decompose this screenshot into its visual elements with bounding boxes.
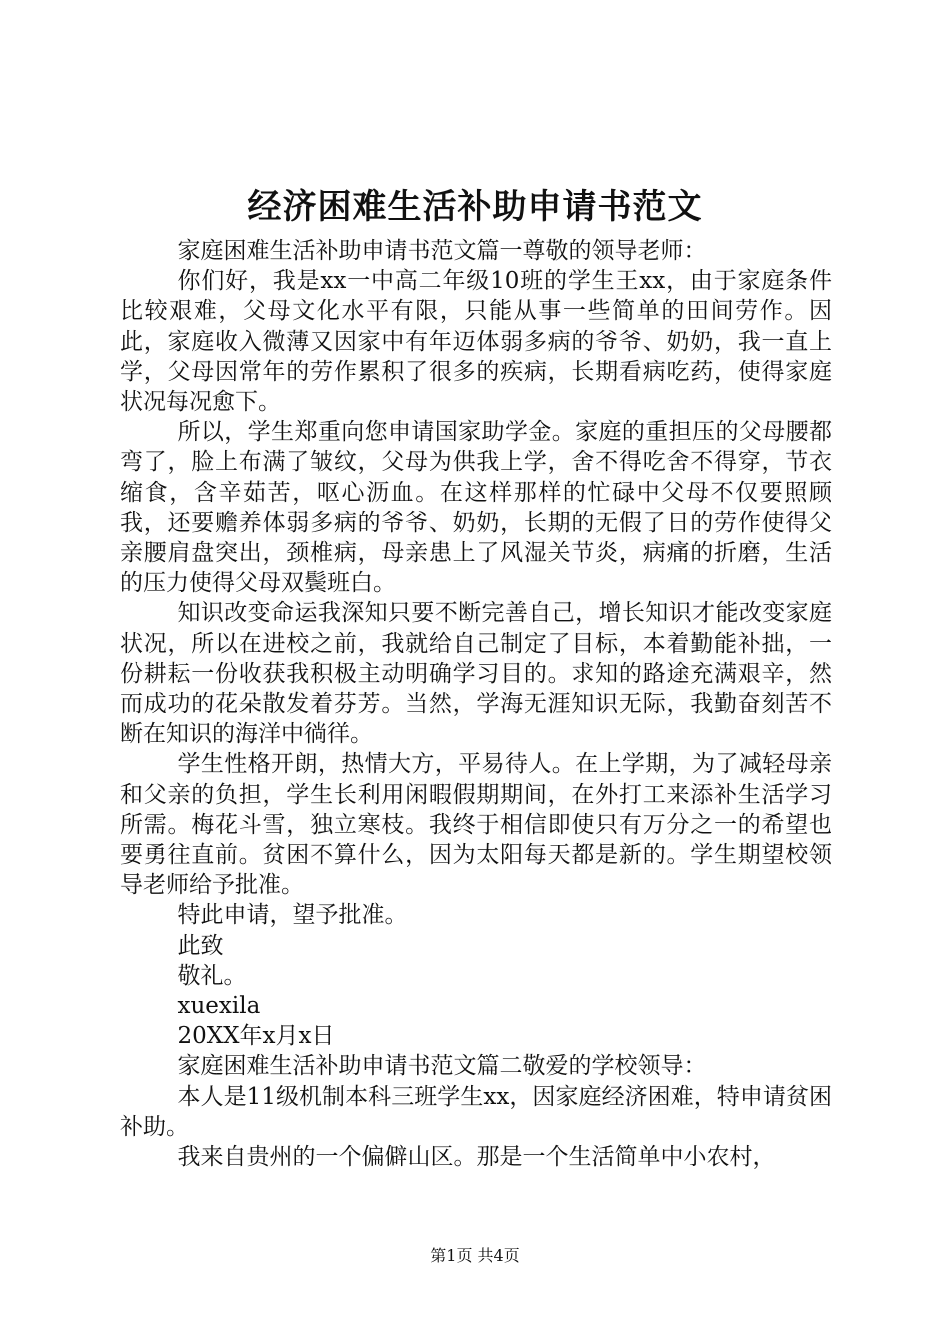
paragraph-letter2-origin: 我来自贵州的一个偏僻山区。那是一个生活简单中小农村， xyxy=(177,1144,776,1171)
paragraph-character: 学生性格开朗，热情大方，平易待人。在上学期，为了减轻母亲和父亲的负担，学生长利用闲暇假期期间，在外打工来添补生活学习所需。梅花斗雪，独立寒枝。我终于相信即使只有万分之一的希望也要勇往直前。贫困不算什么，因为太阳每天都是新的。学生期望校领导老师给予批准。 xyxy=(120,751,832,899)
paragraph-signature: xuexila xyxy=(177,993,261,1020)
paragraph-greeting: 你们好，我是xx一中高二年级10班的学生王xx，由于家庭条件比较艰难，父母文化水平有限，只能从事一些简单的田间劳作。因此，家庭收入微薄又因家中有年迈体弱多病的爷爷、奶奶，我一直上学，父母因常年的劳作累积了很多的疾病，长期看病吃药，使得家庭状况每况愈下。 xyxy=(120,268,832,416)
page-footer: 第1页 共4页 xyxy=(430,1246,520,1265)
paragraph-date: 20XX年x月x日 xyxy=(177,1023,335,1050)
paragraph-letter1-heading: 家庭困难生活补助申请书范文篇一尊敬的领导老师： xyxy=(177,238,707,264)
paragraph-closing-1: 此致 xyxy=(177,932,224,959)
paragraph-request: 特此申请，望予批准。 xyxy=(177,902,408,929)
document-title: 经济困难生活补助申请书范文 xyxy=(247,187,703,227)
paragraph-letter2-intro: 本人是11级机制本科三班学生xx，因家庭经济困难，特申请贫困补助。 xyxy=(120,1083,832,1140)
document-body xyxy=(120,236,832,1172)
paragraph-knowledge: 知识改变命运我深知只要不断完善自己，增长知识才能改变家庭状况，所以在进校之前，我就给自己制定了目标，本着勤能补拙，一份耕耘一份收获我积极主动明确学习目的。求知的路途充满艰辛，然而成功的花朵散发着芬芳。当然，学海无涯知识无际，我勤奋刻苦不断在知识的海洋中徜徉。 xyxy=(120,600,832,748)
paragraph-letter2-heading: 家庭困难生活补助申请书范文篇二敬爱的学校领导： xyxy=(177,1053,707,1080)
paragraph-closing-2: 敬礼。 xyxy=(177,962,247,989)
paragraph-family-burden: 所以，学生郑重向您申请国家助学金。家庭的重担压的父母腰都弯了，脸上布满了皱纹，父母为供我上学，舍不得吃舍不得穿，节衣缩食，含辛茹苦，呕心沥血。在这样那样的忙碌中父母不仅要照顾我，还要赡养体弱多病的爷爷、奶奶，长期的无假了日的劳作使得父亲腰肩盘突出，颈椎病，母亲患上了风湿关节炎，病痛的折磨，生活的压力使得父母双鬓班白。 xyxy=(120,419,832,597)
